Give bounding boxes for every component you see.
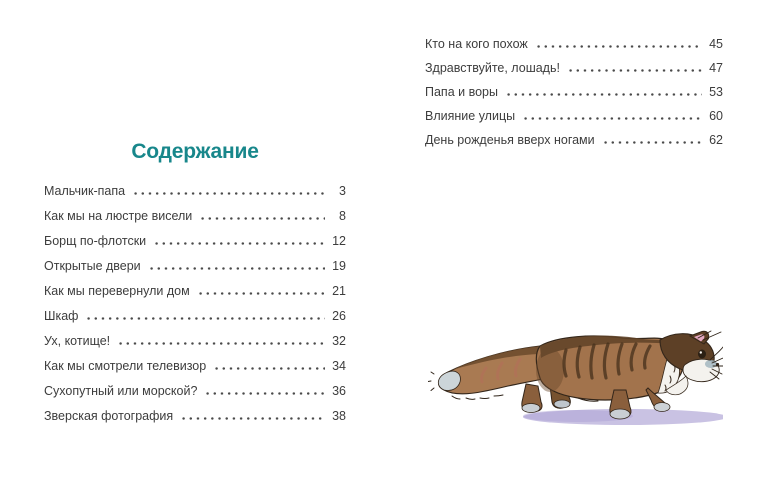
toc-entry-page: 3 [339, 184, 346, 198]
toc-entry-title: Борщ по-флотски [44, 234, 147, 248]
toc-entry [44, 404, 346, 429]
toc-entry [44, 254, 346, 279]
dot-leader [567, 69, 702, 72]
toc-entry [44, 379, 346, 404]
toc-entry [425, 56, 723, 80]
toc-entry-page: 60 [709, 109, 723, 123]
toc-entry [44, 179, 346, 204]
toc-entry-title: Открытые двери [44, 259, 141, 273]
toc-entry [44, 204, 346, 229]
dot-leader [148, 267, 325, 270]
toc-entry-page: 62 [709, 133, 723, 147]
toc-entry [425, 32, 723, 56]
dot-leader [505, 93, 702, 96]
toc-entry-page: 32 [332, 334, 346, 348]
toc-entry [425, 80, 723, 104]
toc-entry-title: Кто на кого похож [425, 37, 528, 51]
cat-illustration [428, 330, 723, 432]
toc-entry-page: 19 [332, 259, 346, 273]
dot-leader [197, 292, 325, 295]
cat-eye [698, 350, 706, 359]
toc-entry-page: 45 [709, 37, 723, 51]
toc-entry-page: 8 [339, 209, 346, 223]
toc-entry-title: Влияние улицы [425, 109, 516, 123]
toc-entry-page: 21 [332, 284, 346, 298]
toc-entry-title: День рожденья вверх ногами [425, 133, 595, 147]
toc-entry [44, 354, 346, 379]
toc-entry-page: 53 [709, 85, 723, 99]
toc-list-right [425, 32, 723, 152]
dot-leader [180, 417, 325, 420]
dot-leader [522, 117, 702, 120]
toc-entry-page: 38 [332, 409, 346, 423]
toc-entry-title: Мальчик-папа [44, 184, 126, 198]
dot-leader [153, 242, 325, 245]
dot-leader [132, 192, 325, 195]
toc-entry [425, 104, 723, 128]
toc-entry-page: 26 [332, 309, 346, 323]
dot-leader [117, 342, 325, 345]
toc-entry-title: Как мы перевернули дом [44, 284, 190, 298]
dot-leader [85, 317, 325, 320]
dot-leader [213, 367, 325, 370]
page-right [425, 0, 723, 493]
page-left [44, 0, 346, 493]
toc-entry-title: Папа и воры [425, 85, 498, 99]
dot-leader [204, 392, 325, 395]
toc-entry-title: Как мы смотрели телевизор [44, 359, 207, 373]
dot-leader [199, 217, 325, 220]
toc-entry-title: Сухопутный или морской? [44, 384, 198, 398]
contents-title: Содержание [131, 140, 259, 163]
toc-entry [44, 329, 346, 354]
toc-entry-page: 47 [709, 61, 723, 75]
toc-entry-title: Зверская фотография [44, 409, 174, 423]
toc-entry-page: 36 [332, 384, 346, 398]
toc-entry-page: 34 [332, 359, 346, 373]
dot-leader [535, 45, 702, 48]
toc-entry-title: Ух, котище! [44, 334, 111, 348]
toc-entry-title: Здравствуйте, лошадь! [425, 61, 560, 75]
toc-list-left [44, 179, 346, 429]
toc-entry [425, 128, 723, 152]
dot-leader [602, 141, 702, 144]
toc-entry-page: 12 [332, 234, 346, 248]
toc-entry [44, 279, 346, 304]
toc-entry [44, 229, 346, 254]
toc-entry [44, 304, 346, 329]
toc-entry-title: Шкаф [44, 309, 79, 323]
toc-entry-title: Как мы на люстре висели [44, 209, 193, 223]
